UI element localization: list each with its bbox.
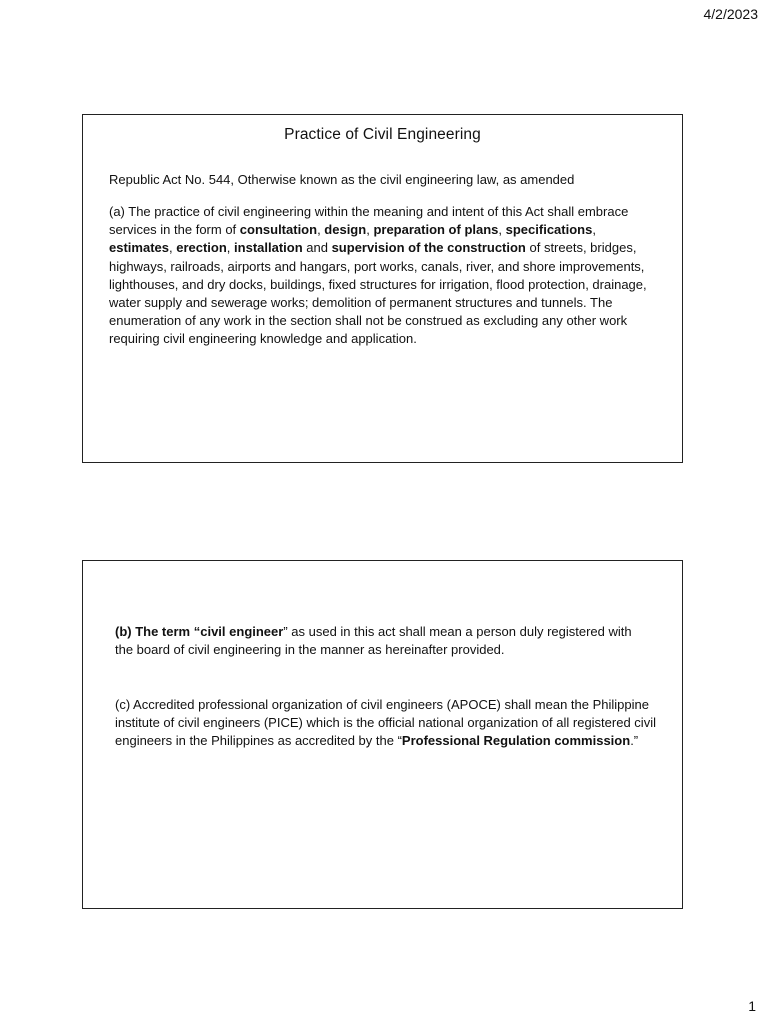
text-run: (b) The term “ bbox=[115, 624, 201, 639]
text-run: , bbox=[168, 240, 177, 256]
slide-subtitle: Republic Act No. 544, Otherwise known as the civil engineering law, as amended bbox=[109, 172, 575, 187]
text-run: of streets, bridges, highways, railroads, airports and hangars, port works, canals, river, and shore improvements, lighthouses, and dry docks, buildings, fixed structures for irrigation, flood protection, drainage, water supply and sewerage works; demolition of permanent structures and tunnels. The enumeration of any work in the section shall not be construed as excluding any other work requiring civil engineering knowledge and application. bbox=[109, 240, 647, 347]
text-run: , bbox=[592, 222, 596, 238]
slide-practice-of-civil-engineering bbox=[82, 114, 683, 463]
page-number: 1 bbox=[748, 998, 756, 1014]
slide-title: Practice of Civil Engineering bbox=[284, 126, 481, 143]
bold-term-estimates: estimates bbox=[109, 240, 169, 256]
text-run: , bbox=[317, 222, 325, 238]
bold-term-supervision: supervision of the construction bbox=[331, 240, 526, 256]
slide-definitions bbox=[82, 560, 683, 909]
text-run: (a) The practice of civil engineering within the meaning and intent of this Act shall embrace services in the form of bbox=[109, 204, 629, 238]
bold-term-installation: installation bbox=[234, 240, 303, 256]
paragraph-b bbox=[115, 623, 645, 659]
paragraph-c bbox=[115, 696, 663, 751]
bold-term-preparation-of-plans: preparation of plans bbox=[373, 222, 499, 238]
text-run: , bbox=[226, 240, 235, 256]
text-run: .” bbox=[630, 733, 639, 749]
bold-term-design: design bbox=[324, 222, 367, 238]
text-run: (c) Accredited professional organization of civil engineers (APOCE) shall mean the Philippine institute of civil engineers (PICE) which is the official national organization of all registered civil engineers in the Philippines as accredited by the “ bbox=[115, 697, 656, 749]
bold-term-prc: Professional Regulation commission bbox=[401, 733, 631, 749]
bold-term-specifications: specifications bbox=[505, 222, 593, 238]
bold-term-civil-engineer: civil engineer bbox=[200, 624, 284, 639]
text-run: and bbox=[302, 240, 332, 256]
bold-term-erection: erection bbox=[176, 240, 227, 256]
bold-term-consultation: consultation bbox=[239, 222, 318, 238]
paragraph-a bbox=[109, 203, 657, 349]
text-run: ” as used in this act shall mean a person duly registered with the board of civil engineering in the manner as hereinafter provided. bbox=[115, 624, 632, 658]
header-date: 4/2/2023 bbox=[703, 6, 758, 22]
text-run: , bbox=[498, 222, 506, 238]
text-run: , bbox=[366, 222, 374, 238]
